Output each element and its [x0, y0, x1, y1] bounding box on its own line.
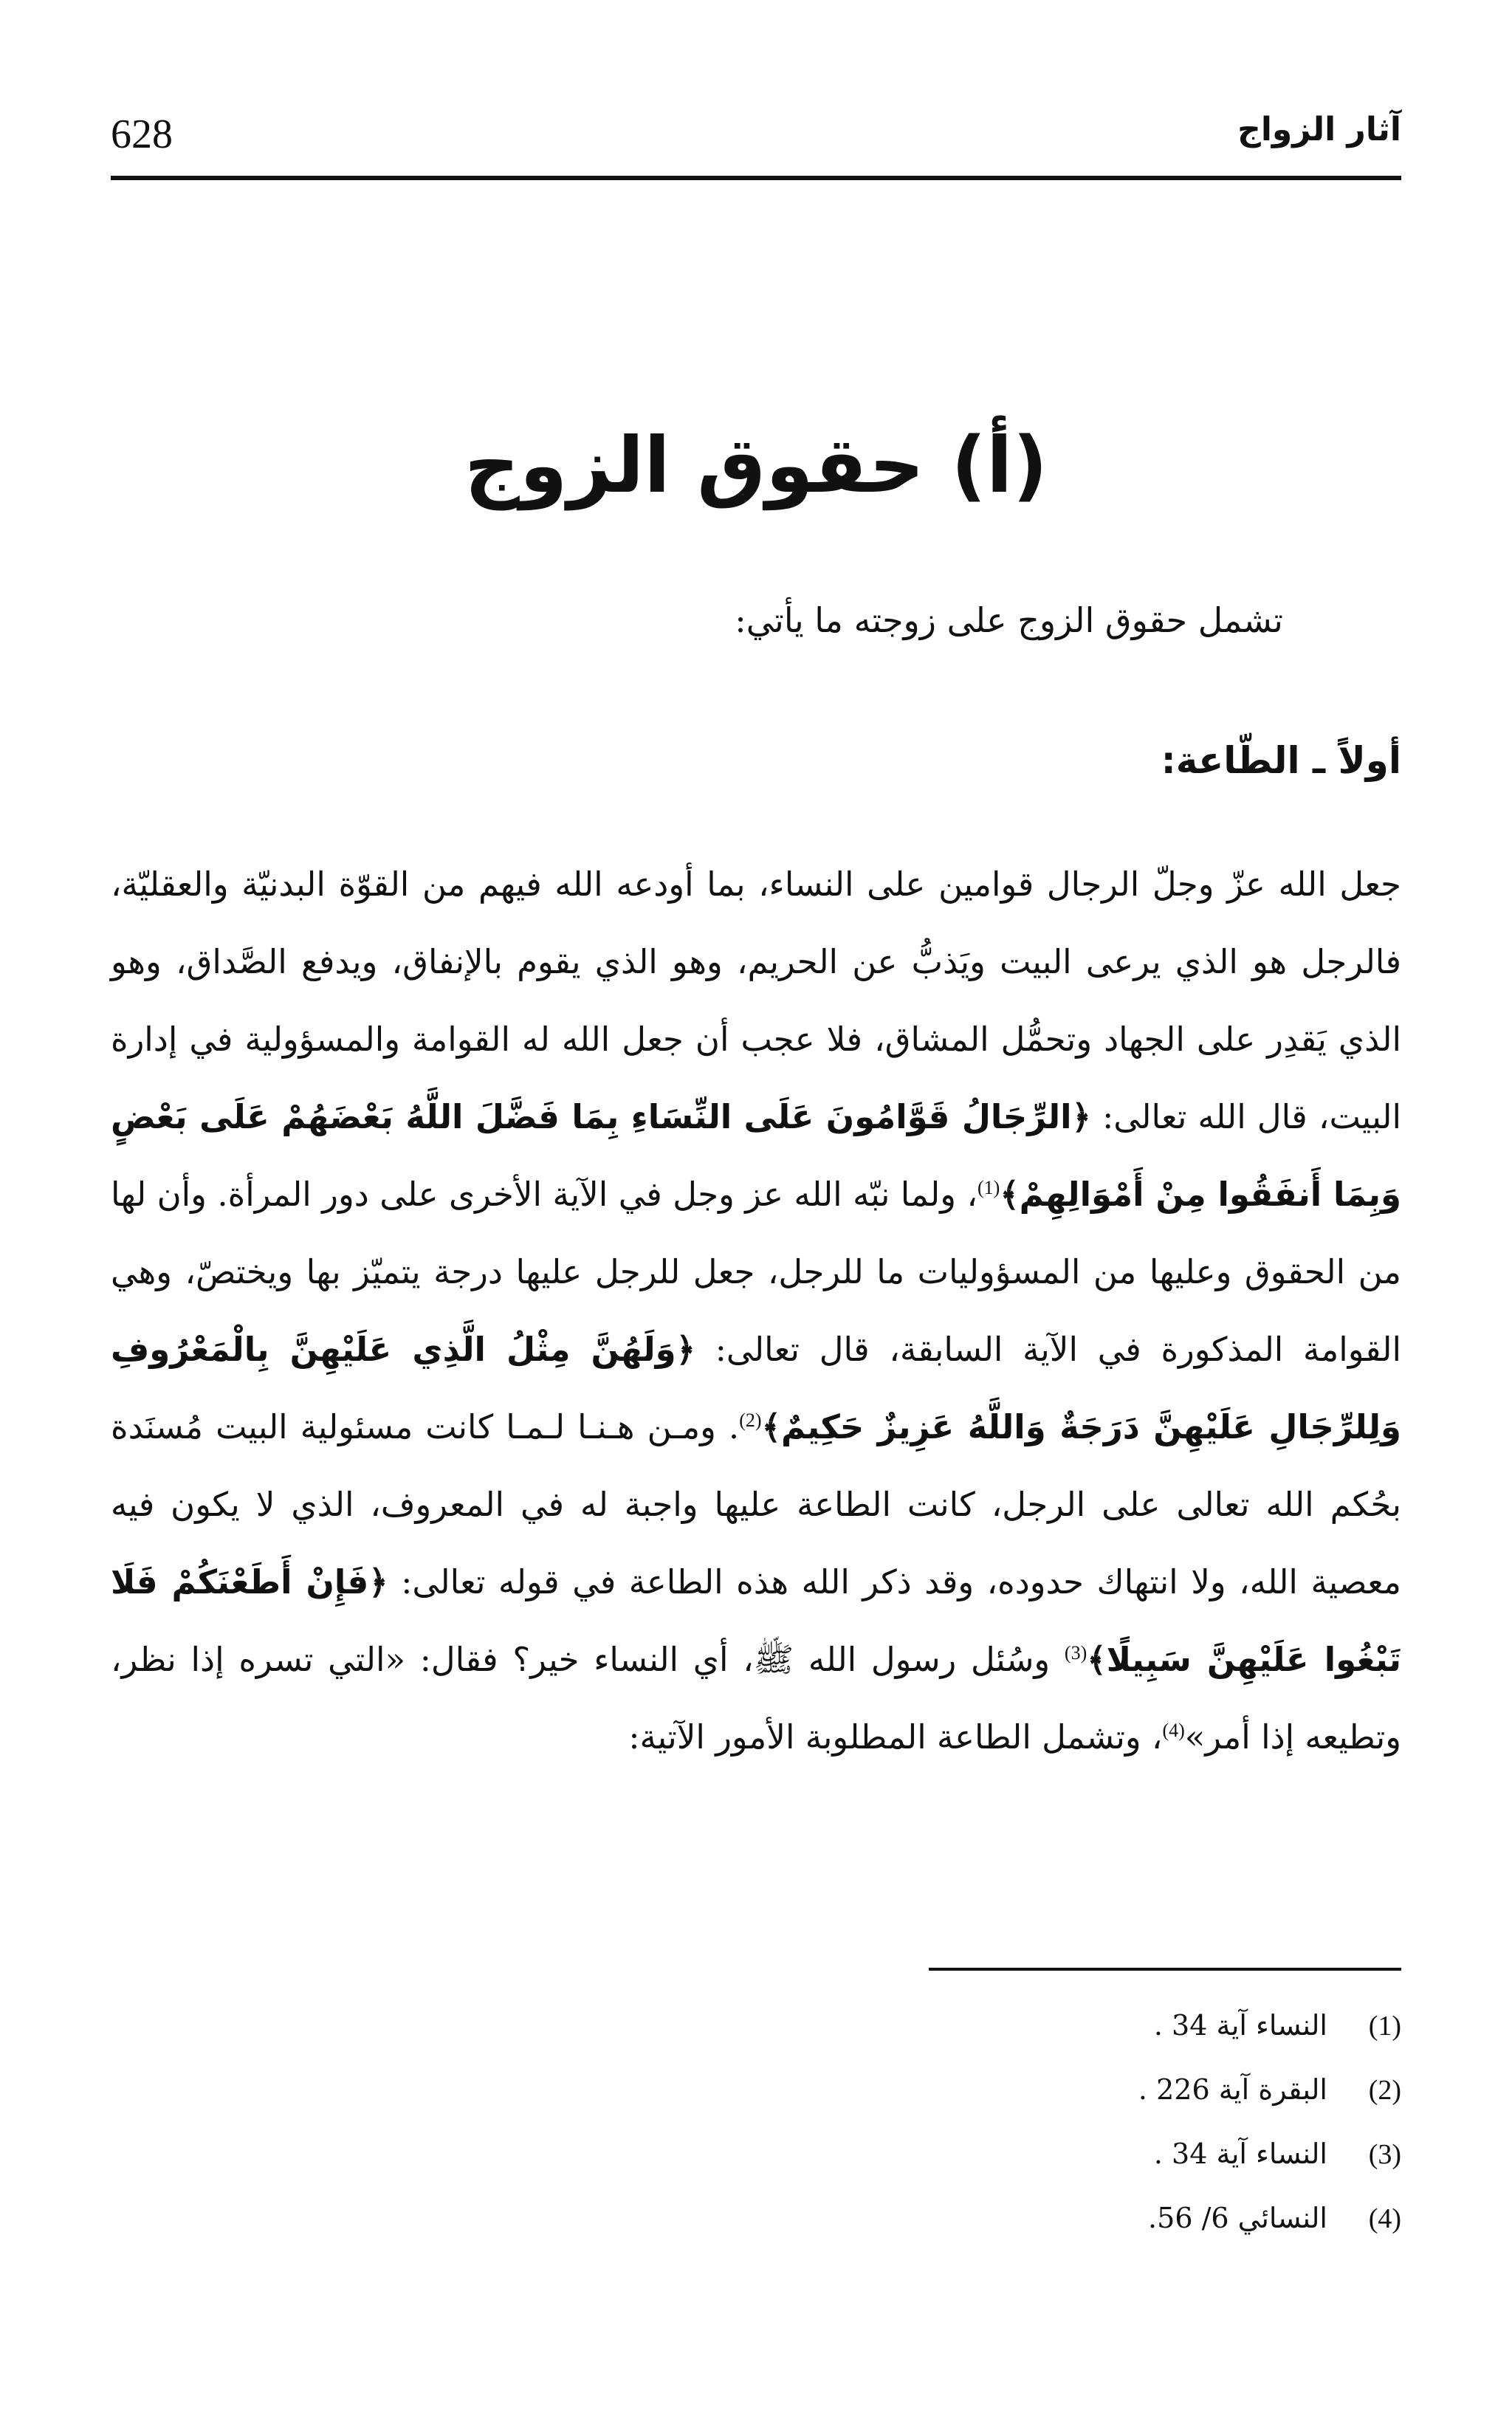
quran-verse-2: ﴿وَلَهُنَّ مِثْلُ الَّذِي عَلَيْهِنَّ بِالْمَعْرُوفِ وَلِلرِّجَالِ عَلَيْهِنَّ دَرَجَةٌ وَاللَّهُ عَزِيزٌ حَكِيمٌ﴾: [111, 1330, 1401, 1446]
book-title: آثار الزواج: [1237, 111, 1401, 148]
body-text-part-4: وسُئل رسول الله ﷺ، أي النساء خير؟ فقال: «التي تسره إذا نظر، وتطيعه إذا أمر»: [111, 1640, 1401, 1757]
footnote-separator: [929, 1968, 1401, 1971]
footnote-text: النساء آية 34 .: [1153, 2009, 1327, 2042]
footnote-ref-2[interactable]: (2): [739, 1410, 762, 1431]
page-number: 628: [111, 111, 173, 157]
intro-sentence: تشمل حقوق الزوج على زوجته ما يأتي:: [735, 600, 1283, 640]
quran-verse-1: ﴿الرِّجَالُ قَوَّامُونَ عَلَى النِّسَاءِ بِمَا فَضَّلَ اللَّهُ بَعْضَهُمْ عَلَى بَعْضٍ وَبِمَا أَنفَقُوا مِنْ أَمْوَالِهِمْ﴾: [111, 1097, 1401, 1214]
section-heading: أولاً ـ الطّاعة:: [1161, 739, 1401, 782]
footnote-number: (4): [1368, 2203, 1401, 2234]
header-rule: [111, 176, 1401, 180]
body-text-part-5: ، وتشمل الطاعة المطلوبة الأمور الآتية:: [628, 1717, 1163, 1757]
footnote-ref-1[interactable]: (1): [977, 1177, 1000, 1198]
quran-verse-3: ﴿فَإِنْ أَطَعْنَكُمْ فَلَا تَبْغُوا عَلَيْهِنَّ سَبِيلًا﴾: [111, 1562, 1401, 1679]
footnote-text: النساء آية 34 .: [1153, 2138, 1327, 2170]
body-text-part-3: . ومـن هـنـا لـمـا كانت مسئولية البيت مُسنَدة بحُكم الله تعالى على الرجل، كانت الطاعة عليها واجبة له في المعروف، الذي لا يكون فيه معصية الله، ولا انتهاك حدوده، وقد ذكر الله هذه الطاعة في قوله تعالى:: [111, 1407, 1402, 1601]
footnote-number: (2): [1368, 2075, 1401, 2106]
footnote-item: [884, 2122, 1401, 2186]
running-header: [111, 111, 1401, 177]
footnote-text: النسائي 6/ 56.: [1148, 2202, 1327, 2234]
body-text-part-1: جعل الله عزّ وجلّ الرجال قوامين على النساء، بما أودعه الله فيهم من القوّة البدنيّة والعقليّة، فالرجل هو الذي يرعى البيت ويَذبُّ عن الحريم، وهو الذي يقوم بالإنفاق، ويدفع الصَّداق، وهو الذي يَقدِر على الجهاد وتحمُّل المشاق، فلا عجب أن جعل الله له القوامة والمسؤولية في إدارة البيت، قال الله تعالى:: [111, 865, 1401, 1136]
footnote-item: [884, 2058, 1401, 2122]
footnote-ref-4[interactable]: (4): [1162, 1720, 1185, 1741]
chapter-title: (أ) حقوق الزوج: [464, 420, 1048, 510]
body-paragraph: [111, 845, 1401, 1776]
footnote-number: (1): [1368, 2011, 1401, 2042]
footnote-text: البقرة آية 226 .: [1138, 2073, 1327, 2106]
body-text-part-2: ، ولما نبّه الله عز وجل في الآية الأخرى على دور المرأة. وأن لها من الحقوق وعليها من المسؤوليات ما للرجل، جعل للرجل عليها درجة يتميّز بها ويختصّ، وهي القوامة المذكورة في الآية السابقة، قال تعالى:: [111, 1175, 1401, 1369]
footnotes-list: [884, 1994, 1401, 2251]
footnote-ref-3[interactable]: (3): [1064, 1642, 1087, 1664]
footnote-number: (3): [1368, 2139, 1401, 2170]
footnote-item: [884, 1994, 1401, 2058]
footnote-item: [884, 2186, 1401, 2251]
